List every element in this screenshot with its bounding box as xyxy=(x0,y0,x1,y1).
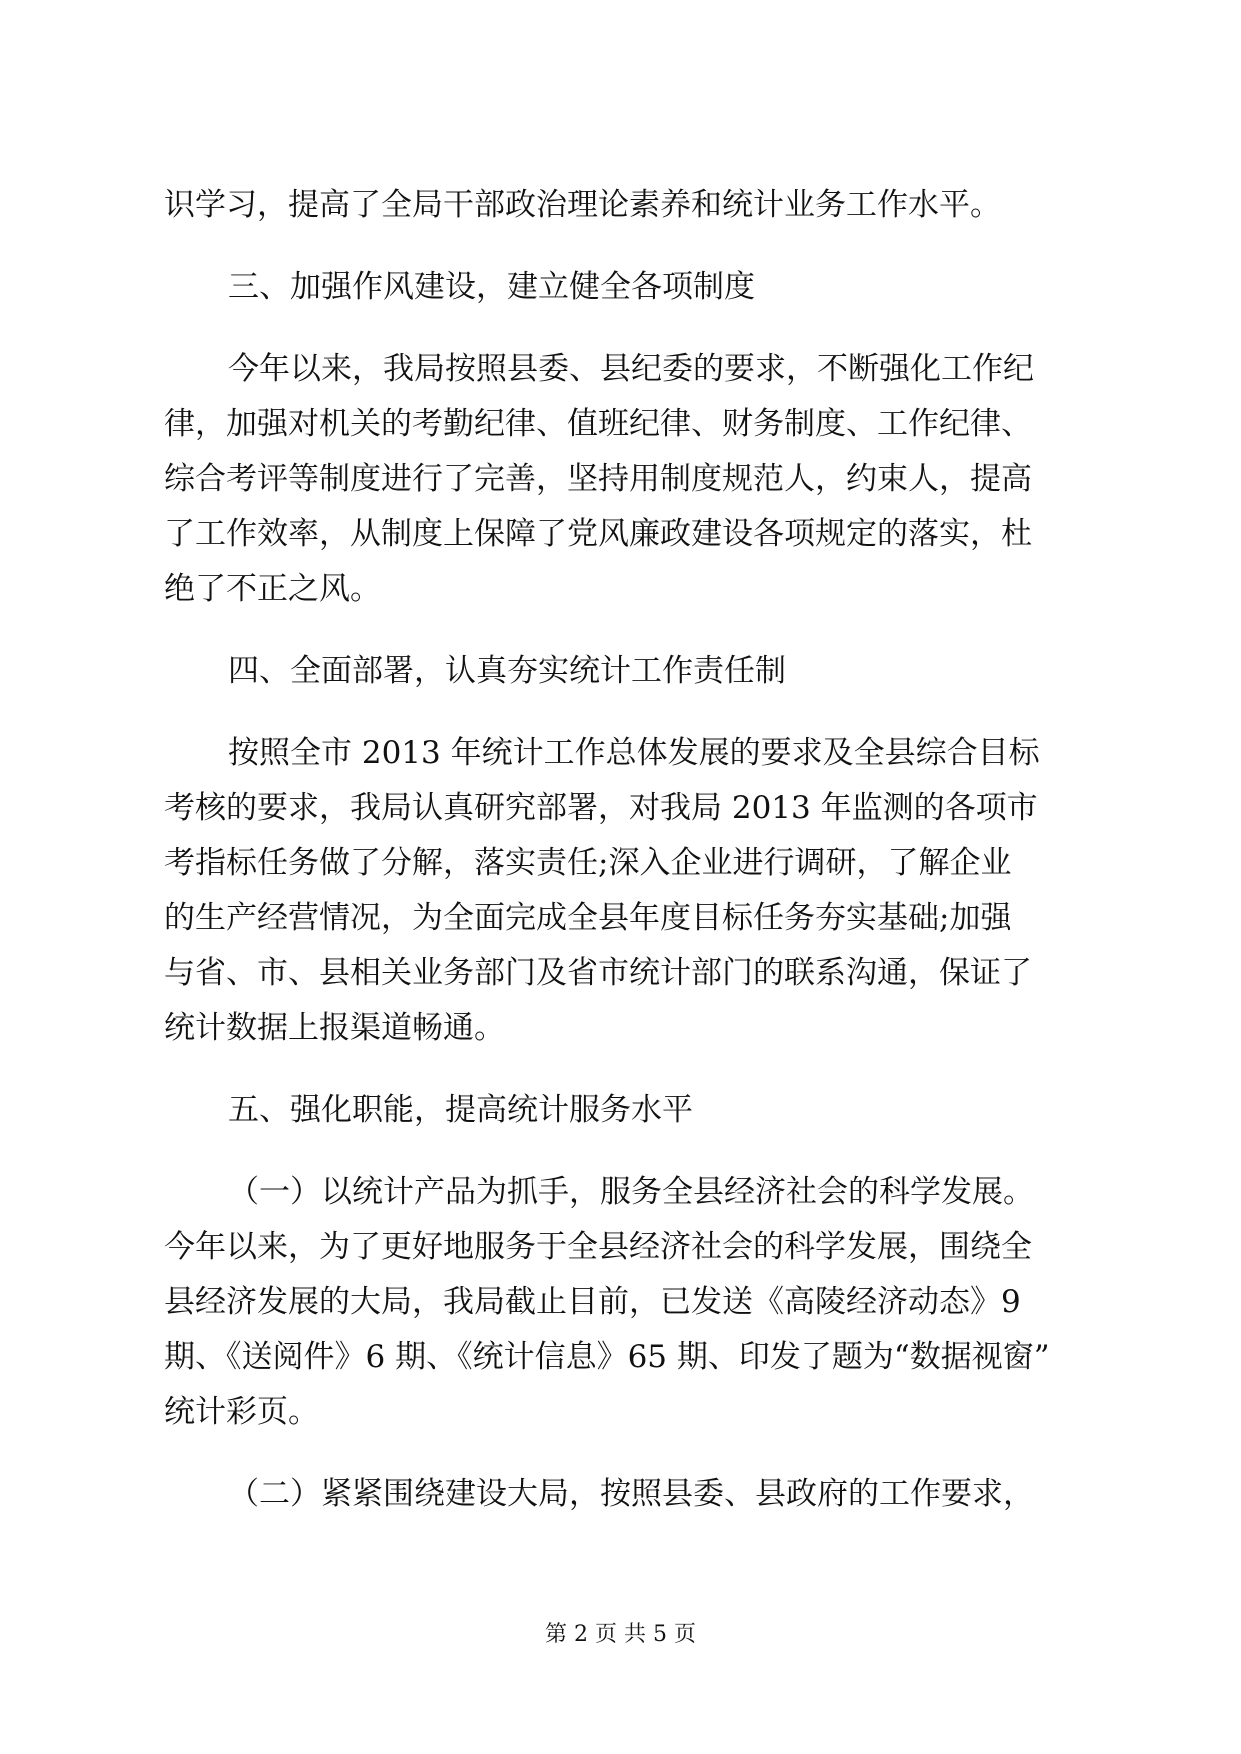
text-line: 综合考评等制度进行了完善，坚持用制度规范人，约束人，提高 xyxy=(164,461,1032,497)
text-line: 今年以来，我局按照县委、县纪委的要求，不断强化工作纪 xyxy=(228,351,1034,387)
text-line: 了工作效率，从制度上保障了党风廉政建设各项规定的落实，杜 xyxy=(164,516,1032,552)
text-line: （一）以统计产品为抓手，服务全县经济社会的科学发展。 xyxy=(228,1174,1034,1210)
text-line: 按照全市 2013 年统计工作总体发展的要求及全县综合目标 xyxy=(228,735,1040,771)
section-heading: 四、全面部署，认真夯实统计工作责任制 xyxy=(228,653,786,689)
section-heading: 三、加强作风建设，建立健全各项制度 xyxy=(228,269,755,305)
text-line: 绝了不正之风。 xyxy=(164,571,381,607)
page-footer: 第 2 页 共 5 页 xyxy=(545,1622,696,1647)
text-line: 统计彩页。 xyxy=(164,1394,319,1430)
section-heading: 五、强化职能，提高统计服务水平 xyxy=(228,1092,693,1128)
text-line: 律，加强对机关的考勤纪律、值班纪律、财务制度、工作纪律、 xyxy=(164,406,1032,442)
text-line: （二）紧紧围绕建设大局，按照县委、县政府的工作要求， xyxy=(228,1476,1034,1512)
text-line: 与省、市、县相关业务部门及省市统计部门的联系沟通，保证了 xyxy=(164,955,1032,991)
text-line: 今年以来，为了更好地服务于全县经济社会的科学发展，围绕全 xyxy=(164,1229,1032,1265)
text-line: 统计数据上报渠道畅通。 xyxy=(164,1010,505,1046)
text-line: 县经济发展的大局，我局截止目前，已发送《高陵经济动态》9 xyxy=(164,1284,1021,1320)
text-line: 期、《送阅件》6 期、《统计信息》65 期、印发了题为“数据视窗” xyxy=(164,1339,1050,1375)
text-line: 识学习，提高了全局干部政治理论素养和统计业务工作水平。 xyxy=(164,187,1001,223)
text-line: 考核的要求，我局认真研究部署，对我局 2013 年监测的各项市 xyxy=(164,790,1038,826)
text-line: 的生产经营情况，为全面完成全县年度目标任务夯实基础;加强 xyxy=(164,900,1012,936)
text-line: 考指标任务做了分解，落实责任;深入企业进行调研，了解企业 xyxy=(164,845,1012,881)
